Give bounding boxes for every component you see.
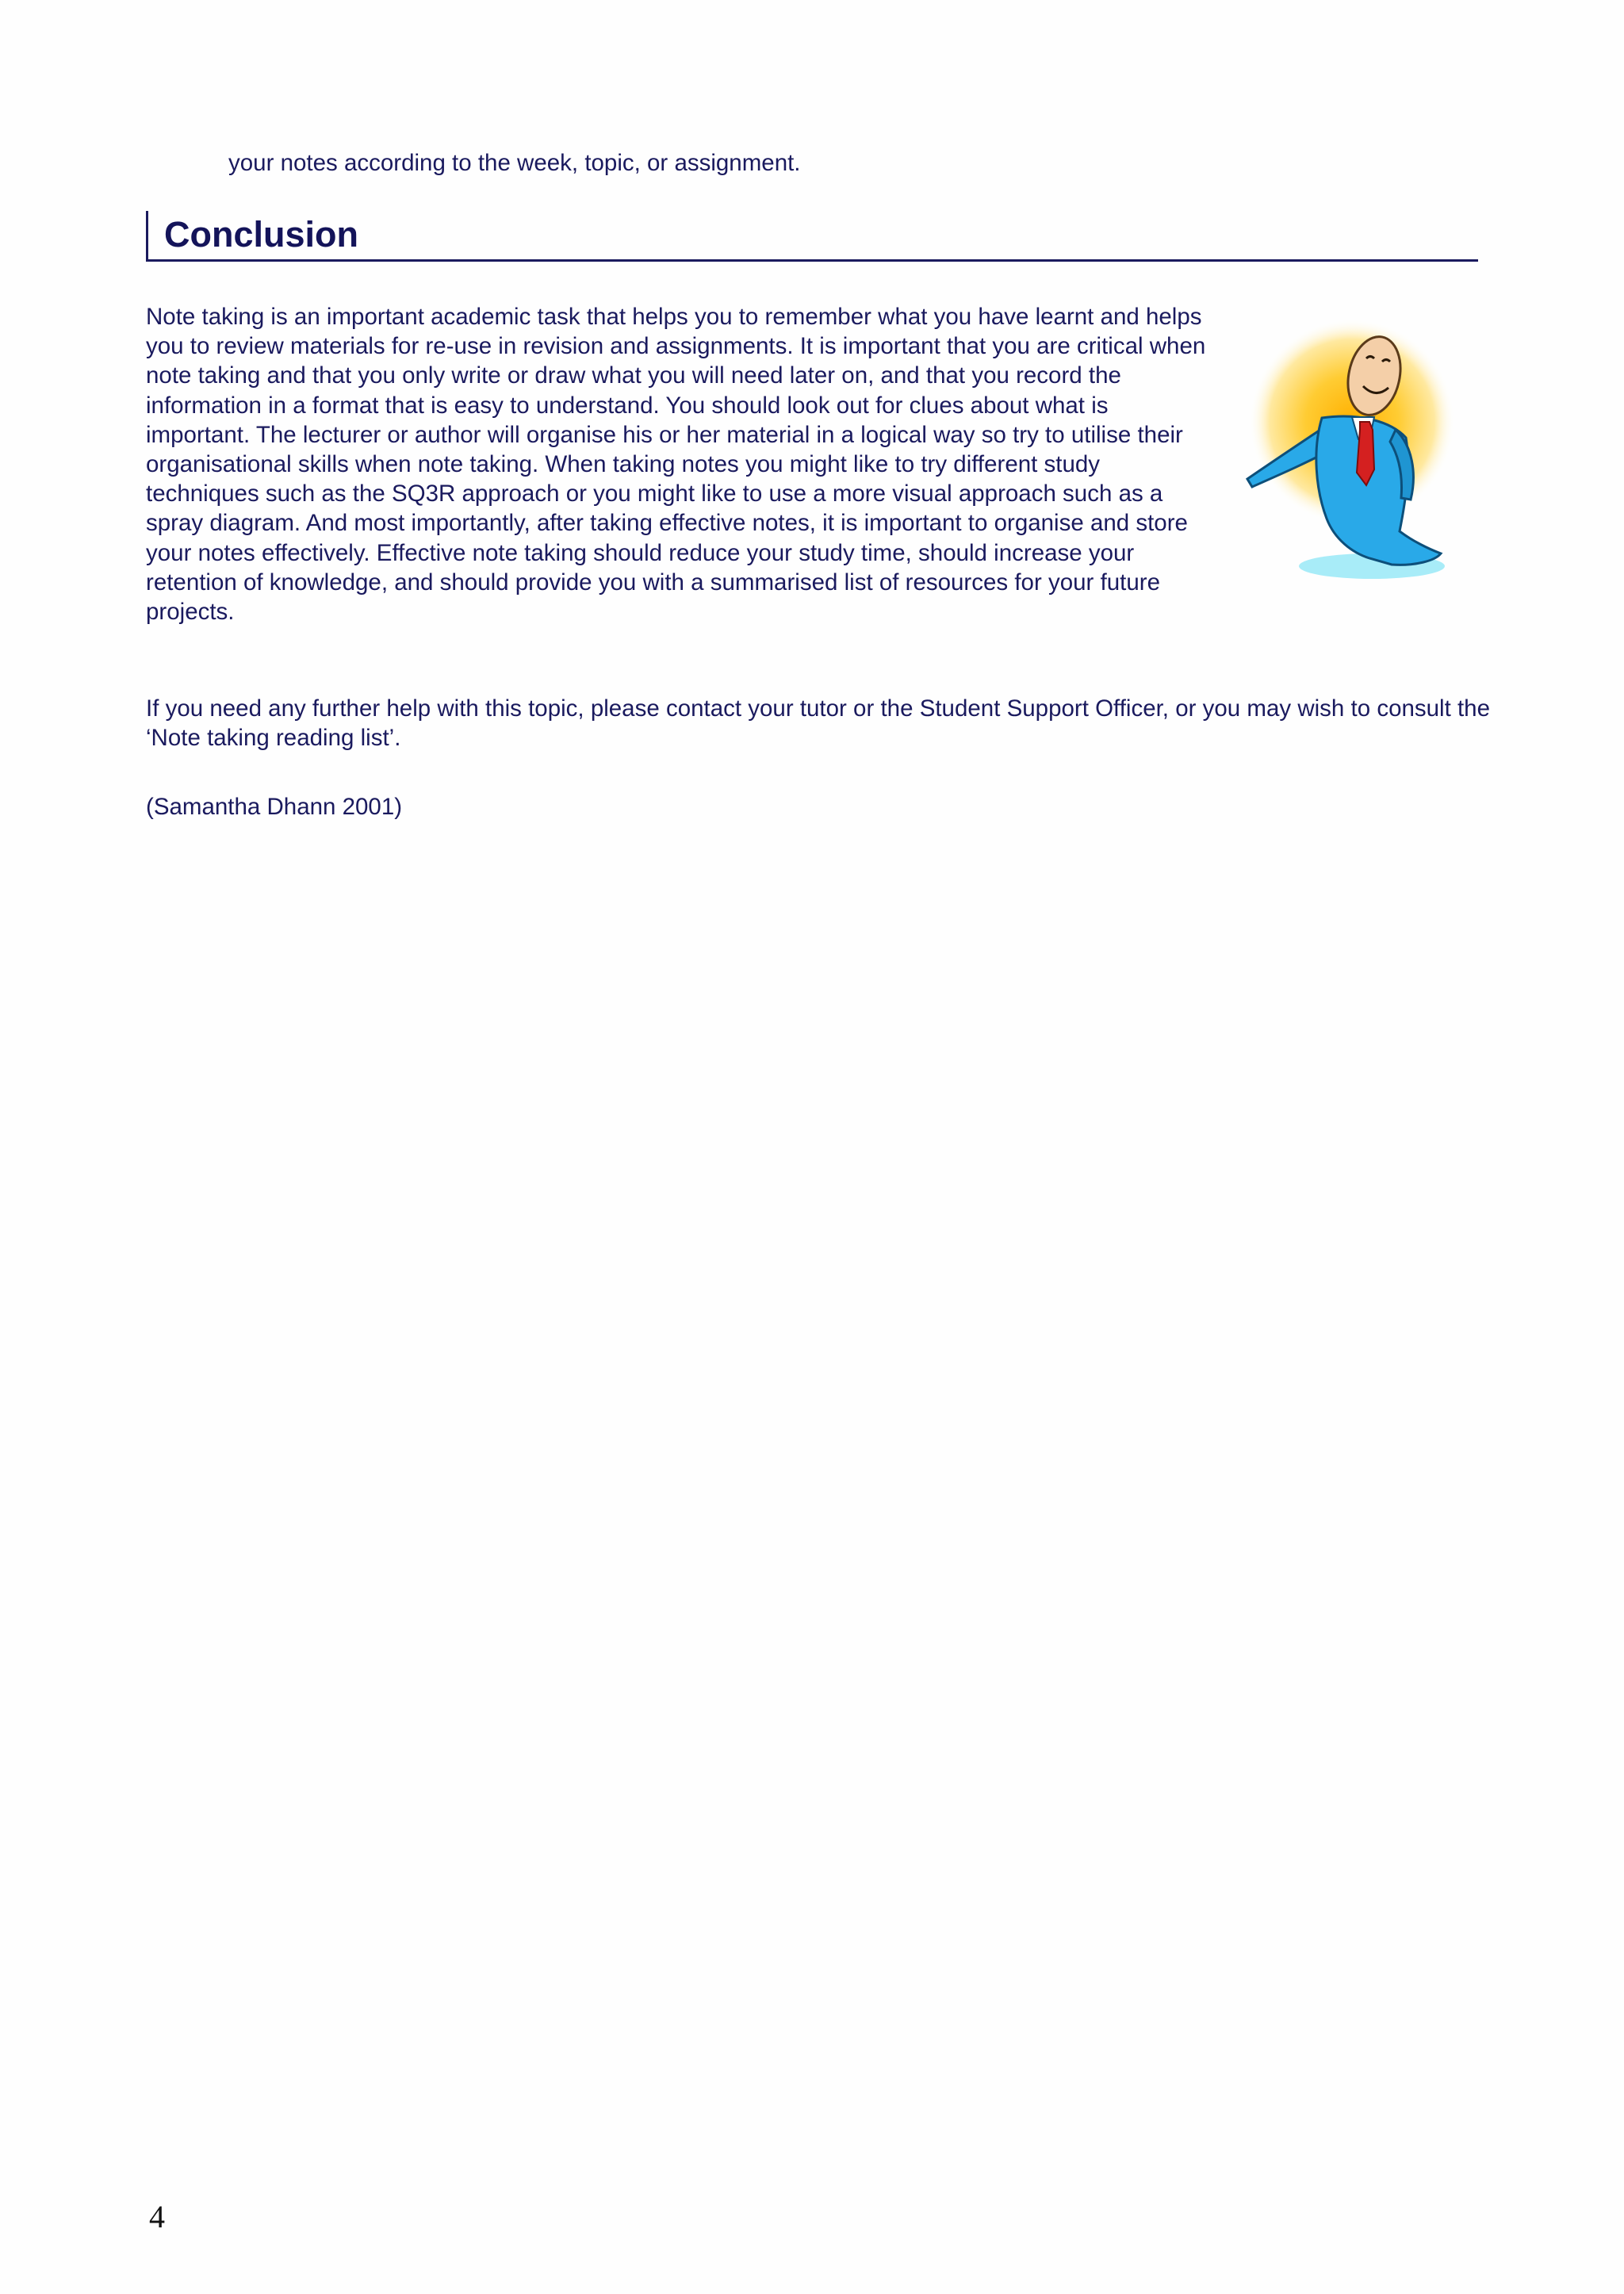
citation: (Samantha Dhann 2001) (146, 794, 403, 820)
tie-shape (1357, 422, 1374, 485)
page-number: 4 (149, 2199, 165, 2235)
help-text: If you need any further help with this topic, please contact your tutor or the Student Support Officer, or you may wish to consult the ‘Note taking reading list’. (146, 695, 1490, 752)
businessman-clipart-icon (1233, 311, 1463, 588)
conclusion-paragraph: Note taking is an important academic task that helps you to remember what you have learnt and helps you to review materials for re-use in revision and assignments. It is important that you are critical when note taking and that you only write or draw what you will need later on, and that you record the information in a format that is easy to understand. You should look out for clues about what is important. The lecturer or author will organise his or her material in a logical way so try to utilise their organisational skills when note taking. When taking notes you might like to try different study techniques such as the SQ3R approach or you might like to use a more visual approach such as a spray diagram. And most importantly, after taking effective notes, it is important to organise and store your notes effectively. Effective note taking should reduce your study time, should increase your retention of knowledge, and should provide you with a summarised list of resources for your future projects. (146, 304, 1206, 626)
section-heading: Conclusion (164, 214, 358, 255)
continuation-text: your notes according to the week, topic, or assignment. (228, 150, 801, 176)
conclusion-heading-box (146, 211, 1478, 262)
